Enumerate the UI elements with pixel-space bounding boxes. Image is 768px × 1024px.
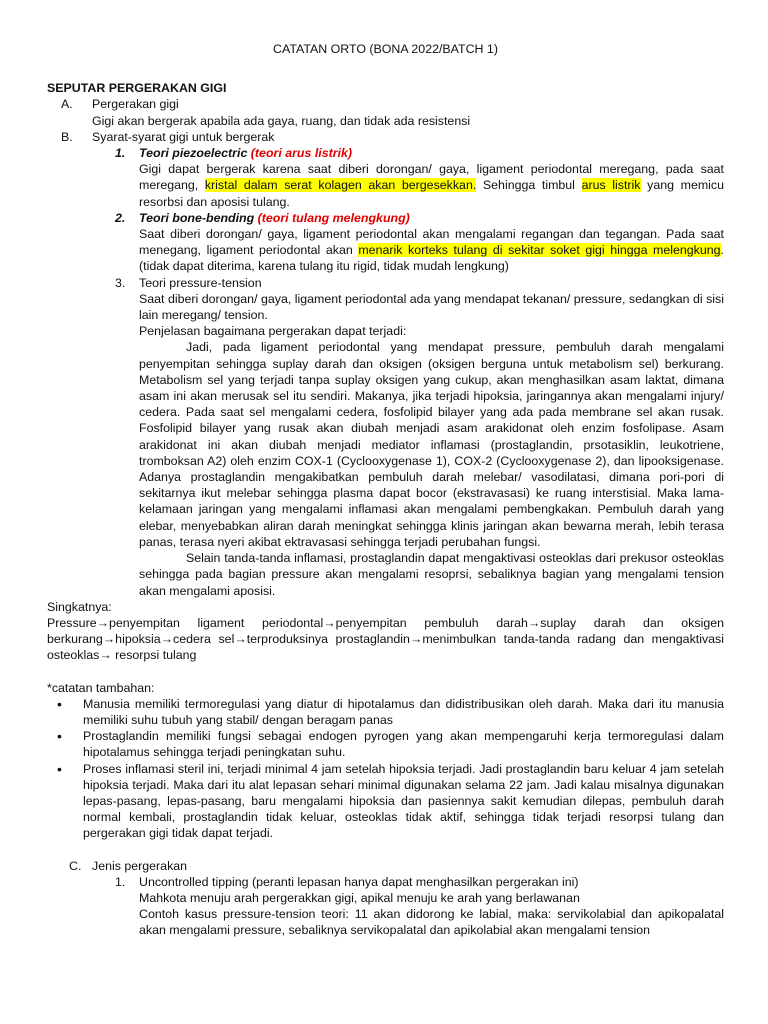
highlight-text: menarik korteks tulang di sekitar soket gigi hingga melengkung bbox=[358, 243, 721, 258]
highlight-text: kristal dalam serat kolagen akan bergesekkan. bbox=[204, 178, 477, 193]
theory-3-heading bbox=[47, 275, 724, 291]
section-b-heading bbox=[47, 129, 724, 145]
summary-label: Singkatnya: bbox=[47, 599, 112, 614]
movement-1-title: Uncontrolled tipping (peranti lepasan hanya dapat menghasilkan pergerakan ini) bbox=[139, 874, 579, 889]
list-marker: 3. bbox=[115, 275, 126, 290]
section-c-heading-text: Jenis pergerakan bbox=[92, 858, 188, 873]
text-run: Gigi dapat bergerak karena saat diberi dorongan/ gaya, ligament periodontal meregang, pada saat meregang, bbox=[139, 162, 724, 193]
bullet-icon: • bbox=[57, 760, 62, 777]
theory-3-title: Teori pressure-tension bbox=[139, 275, 262, 290]
theory-3-paragraph-2: Penjelasan bagaimana pergerakan dapat terjadi: bbox=[139, 324, 407, 339]
list-marker: 1. bbox=[115, 874, 126, 889]
summary-text: Pressure→penyempitan ligament periodontal→penyempitan pembuluh darah→suplay darah dan oksigen berkurang→hipoksia→cedera sel→terproduksinya prostaglandin→menimbulkan tanda-tanda radang dan mengaktivasi osteoklas→ resorpsi tulang bbox=[47, 615, 724, 663]
section-a-text: Gigi akan bergerak apabila ada gaya, ruang, dan tidak ada resistensi bbox=[92, 113, 471, 128]
theory-2-title: Teori bone-bending bbox=[139, 210, 255, 225]
text-run: yang memicu resorbsi dan aposisi tulang. bbox=[139, 178, 724, 209]
text-run: . (tidak dapat diterima, karena tulang itu rigid, tidak mudah lengkung) bbox=[139, 243, 724, 274]
spacer bbox=[47, 664, 724, 680]
theory-2-paragraph bbox=[47, 226, 724, 275]
list-item bbox=[47, 696, 724, 728]
theory-3-paragraph-3: Jadi, pada ligament periodontal yang mendapat pressure, pembuluh darah mengalami penyempitan sehingga suplay darah dan oksigen (oksigen berguna untuk metabolism sel) berkurang. Metabolism sel yang terjadi tanpa suplay oksigen yang cukup, akan menghasilkan asam laktat, dimana asam ini akan merusak sel itu sendiri. Makanya, jika terjadi hipoksia, jaringannya akan mengalami injury/ cedera. Pada saat sel mengalami cedera, fosfolipid bilayer yang ada pada membrane sel akan rusak. Fosfolipid bilayer yang rusak akan diubah menjadi asam arakidonat oleh enzim fosfolipase. Asam arakidonat ini akan diubah menjadi mediator inflamasi (prostaglandin, prsotasiklin, leukotriene, tromboksan A2) oleh enzim COX-1 (Cyclooxygenase 1), COX-2 (Cyclooxygenase 2), dan lipooksigenase. Adanya prostaglandin mengakibatkan pembuluh darah melebar/ vasodilatasi, dimana pori-pori di sekitarnya ikut melebar sehingga plasma dapat bocor (ekstravasasi) ke ruang interstisial. Maka lama-kelamaan jaringan yang mengalami inflamasi akan mengalami pembengkakan. Pembuluh darah yang elebar, menyebabkan aliran darah meningkat sehingga klinis jaringan akan bewarna merah, lebih terasa panas, terasa nyeri akibat ektravasasi sehingga terjadi perubahan fungsi. bbox=[139, 340, 724, 549]
list-item-text: Manusia memiliki termoregulasi yang diatur di hipotalamus dan didistribusikan oleh darah. Maka dari itu manusia memiliki suhu tubuh yang stabil/ dengan beragam panas bbox=[83, 696, 724, 727]
text-run: Saat diberi dorongan/ gaya, ligament periodontal akan mengalami regangan dan tegangan. Pada saat menegang, ligament periodontal akan bbox=[139, 227, 724, 258]
list-item bbox=[47, 728, 724, 760]
section-b-heading-text: Syarat-syarat gigi untuk bergerak bbox=[92, 129, 275, 144]
theory-2-title-alt: (teori tulang melengkung) bbox=[257, 210, 410, 225]
theory-3-paragraph-4: Selain tanda-tanda inflamasi, prostaglandin dapat mengaktivasi osteoklas dari prekusor osteoklas sehingga pada bagian pressure akan mengalami resoprsi, sebaliknya bagian yang mengalami tension akan mengalami aposisi. bbox=[139, 551, 724, 598]
list-item-text: Prostaglandin memiliki fungsi sebagai endogen pyrogen yang akan mempengaruhi kerja termoregulasi dalam hipotalamus sehingga terjadi peningkatan suhu. bbox=[83, 729, 724, 760]
theory-1-title: Teori piezoelectric bbox=[139, 146, 248, 161]
list-marker: C. bbox=[69, 858, 82, 873]
bullet-icon: • bbox=[57, 728, 62, 745]
theory-3-paragraph-1: Saat diberi dorongan/ gaya, ligament periodontal ada yang mendapat tekanan/ pressure, sedangkan di sisi lain meregang/ tension. bbox=[139, 291, 724, 323]
list-marker: 2. bbox=[115, 210, 126, 225]
document-title: CATATAN ORTO (BONA 2022/BATCH 1) bbox=[273, 42, 498, 56]
section-a-heading bbox=[47, 96, 724, 112]
list-marker: B. bbox=[61, 129, 73, 144]
list-marker: 1. bbox=[115, 146, 126, 161]
notes-label: *catatan tambahan: bbox=[47, 680, 155, 695]
theory-1-heading bbox=[47, 145, 724, 161]
theory-1-paragraph bbox=[47, 161, 724, 210]
section-c-heading bbox=[47, 858, 724, 874]
spacer bbox=[47, 842, 724, 858]
movement-1-line-2: Contoh kasus pressure-tension teori: 11 akan didorong ke labial, maka: servikolabial dan apikopalatal akan mengalami pressure, sebaliknya servikopalatal dan apikolabial akan mengalami tension bbox=[139, 907, 724, 938]
section-title: SEPUTAR PERGERAKAN GIGI bbox=[47, 81, 227, 96]
notes-list bbox=[47, 696, 724, 842]
list-item bbox=[47, 761, 724, 842]
text-run: Sehingga timbul bbox=[476, 178, 582, 193]
list-marker: A. bbox=[61, 97, 73, 112]
list-item-text: Proses inflamasi steril ini, terjadi minimal 4 jam setelah hipoksia terjadi. Jadi prostaglandin baru keluar 4 jam setelah hipoksia terjadi. Maka dari itu alat lepasan sehari minimal digunakan selama 22 jam. Jadi kalau misalnya digunakan lepas-pasang, lepas-pasang, baru mengalami hipoksia dan pasiennya sakit kemudian dilepas, pembuluh darah normal kembali, prostaglandin tidak keluar, osteoklas tidak aktif, sehingga tidak terjadi resorpsi tulang dan pergerakan gigi tidak dapat terjadi. bbox=[83, 761, 724, 841]
theory-2-heading bbox=[47, 210, 724, 226]
bullet-icon: • bbox=[57, 695, 62, 712]
section-a-heading-text: Pergerakan gigi bbox=[92, 97, 179, 112]
movement-1-line-1: Mahkota menuju arah pergerakkan gigi, apikal menuju ke arah yang berlawanan bbox=[139, 890, 580, 905]
highlight-text: arus listrik bbox=[581, 178, 641, 193]
theory-1-title-alt: (teori arus listrik) bbox=[250, 146, 353, 161]
movement-1-heading bbox=[47, 874, 724, 890]
